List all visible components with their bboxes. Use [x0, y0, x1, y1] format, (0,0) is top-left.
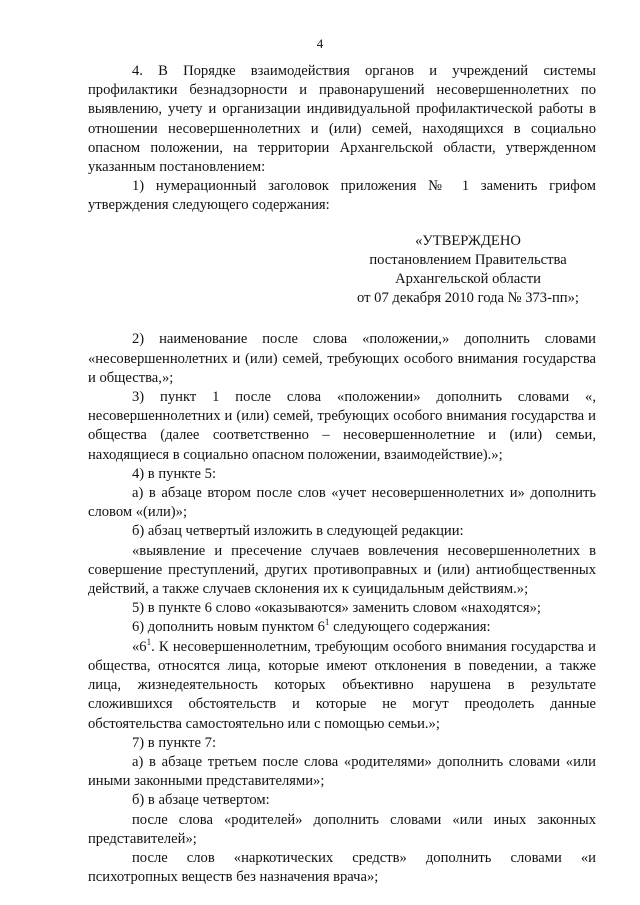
paragraph-subitem-3: 3) пункт 1 после слова «положении» дополнить словами «, несовершеннолетних и (или) семей, требующих особого внимания государства и общества (далее соответственно – несовершеннолетние и (или) семьи, находящиеся в социально опасном положении, взаимодействие).»;	[88, 389, 596, 463]
paragraph-subitem-4a: а) в абзаце втором после слов «учет несовершеннолетних и» дополнить словом «(или)»;	[88, 485, 596, 521]
superscript: 1	[146, 636, 152, 647]
approval-line: постановлением Правительства	[369, 251, 567, 268]
paragraph-subitem-7b-2: после слов «наркотических средств» дополнить словами «и психотропных веществ без назначения врача»;	[88, 849, 596, 886]
paragraph-subitem-5: 5) в пункте 6 слово «оказываются» заменить словом «находятся»;	[132, 600, 541, 617]
paragraph-quote-4b: «выявление и пресечение случаев вовлечения несовершеннолетних в совершение преступлений, других противоправных и (или) антиобщественных действий, а также случаев склонения их к суицидальным действиям.»;	[88, 542, 596, 598]
paragraph-quote-61	[88, 638, 596, 734]
paragraph-subitem-4b: б) абзац четвертый изложить в следующей редакции:	[132, 523, 464, 540]
paragraph-subitem-4: 4) в пункте 5:	[132, 465, 217, 482]
paragraph-subitem-7: 7) в пункте 7:	[132, 734, 217, 751]
paragraph-subitem-2: 2) наименование после слова «положении,» дополнить словами «несовершеннолетних и (или) семей, требующих особого внимания государства и общества,»;	[88, 331, 596, 386]
approval-line: от 07 декабря 2010 года № 373-пп»;	[357, 290, 579, 307]
superscript: 1	[324, 617, 330, 628]
page-number: 4	[316, 36, 324, 51]
text-span: . К несовершеннолетним, требующим особого внимания государства и общества, относятся лица, которые имеют отклонения в поведении, а также лица, жизнедеятельность которых объективно нарушена в результате сложившихся обстоятельств и которые не могут преодолеть данные обстоятельства самостоятельно или с помощью семьи.»;	[88, 638, 596, 732]
paragraph-subitem-7b: б) в абзаце четвертом:	[132, 792, 270, 809]
text-span: 6) дополнить новым пунктом 6	[132, 619, 325, 636]
text-span: следующего содержания:	[329, 619, 491, 636]
paragraph-subitem-7a: а) в абзаце третьем после слова «родителями» дополнить словами «или иными законными представителями»;	[88, 753, 596, 790]
paragraph-subitem-7b-1: после слова «родителей» дополнить словами «или иных законных представителей»;	[88, 811, 596, 847]
document-body	[88, 62, 596, 887]
text-span: «6	[132, 638, 147, 655]
paragraph-subitem-6	[88, 618, 596, 637]
paragraph-subitem-1: 1) нумерационный заголовок приложения № 1 заменить грифом утверждения следующего содержания:	[88, 178, 596, 214]
approval-line: Архангельской области	[395, 271, 541, 288]
paragraph-item-4: 4. В Порядке взаимодействия органов и учреждений системы профилактики безнадзорности и правонарушений несовершеннолетних по выявлению, учету и организации индивидуальной профилактической работы в отношении несовершеннолетних и (или) семей, находящихся в социально опасном положении, на территории Архангельской области, утвержденном указанным постановлением:	[88, 63, 596, 176]
approval-stamp-block	[88, 232, 596, 309]
approval-line: «УТВЕРЖДЕНО	[415, 232, 521, 249]
